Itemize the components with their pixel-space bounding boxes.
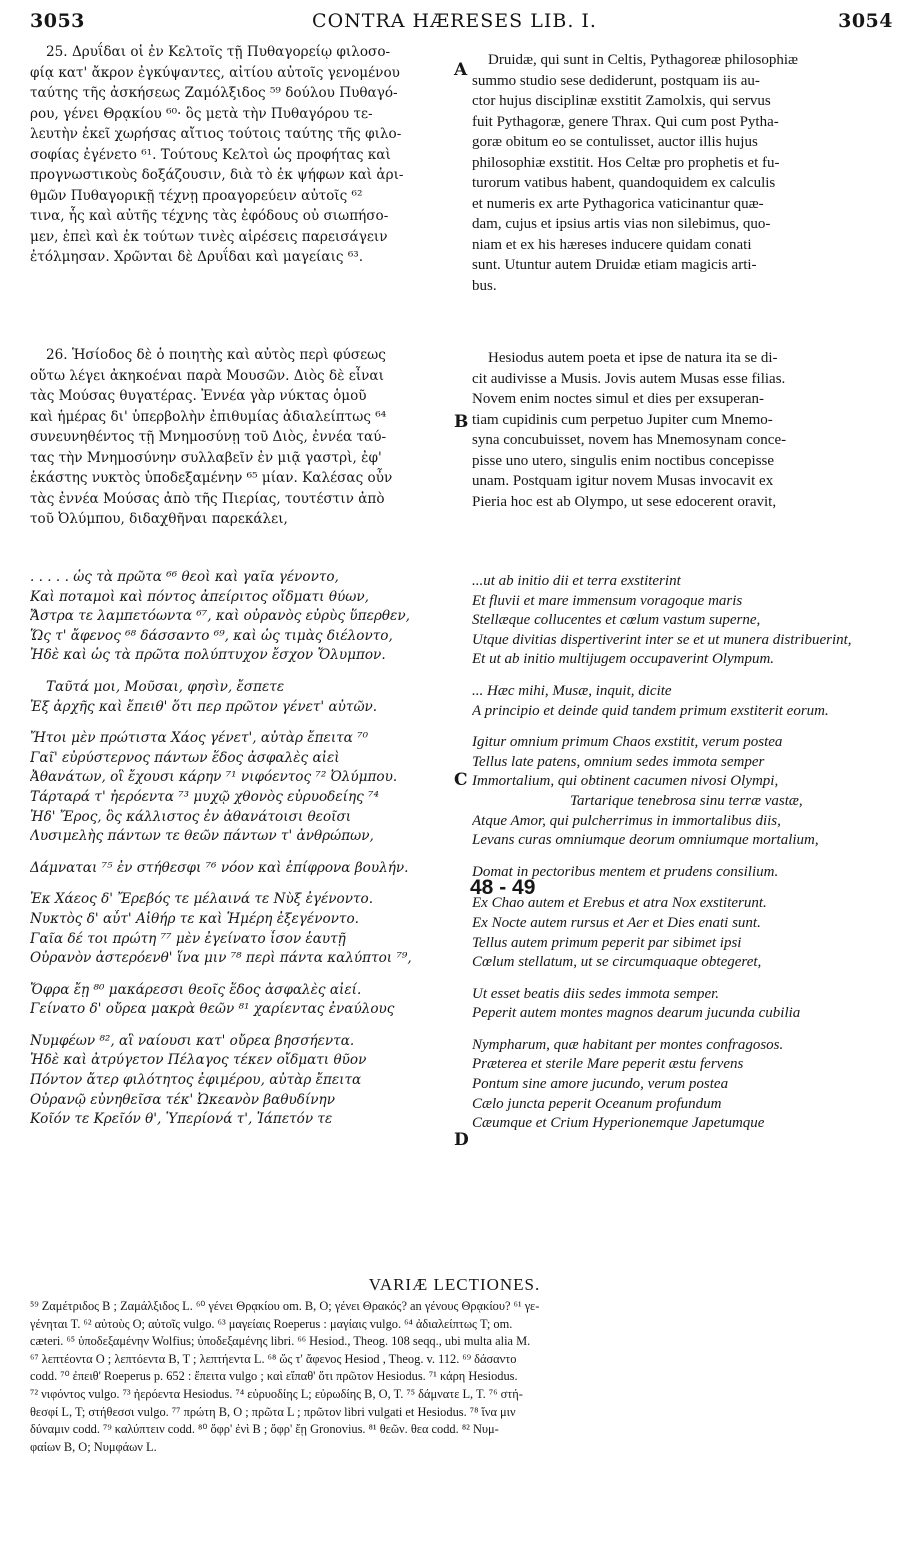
text-line: τινα, ἧς καὶ αὐτῆς τέχνης τὰς ἐφόδους οὐ σιωπήσο- bbox=[30, 208, 389, 224]
verse-line: ... Hæc mihi, Musæ, inquit, dicite bbox=[472, 682, 672, 699]
margin-letter-b: B bbox=[454, 412, 469, 432]
page-number-right: 3054 bbox=[838, 10, 893, 32]
verse-line: Cœlum stellatum, ut se circumquaque obtegeret, bbox=[472, 954, 762, 971]
text-line: unam. Postquam igitur novem Musas invocavit ex bbox=[472, 473, 774, 489]
variae-lectiones bbox=[30, 1298, 880, 1456]
verse-line: Tartarique tenebrosa sinu terræ vastæ, bbox=[570, 792, 803, 809]
verse-line: Κοῖόν τε Κρεῖόν θ', Ὑπερίονά τ', Ἰάπετόν τε bbox=[30, 1111, 333, 1128]
verse-line: Atque Amor, qui pulcherrimus in immortalibus diis, bbox=[472, 812, 781, 829]
text-line: ρου, γένει Θρᾳκίου ⁶⁰· ὃς μετὰ τὴν Πυθαγόρου τε- bbox=[30, 105, 373, 122]
text-line: fuit Pythagoræ, genere Thrax. Qui cum post Pytha- bbox=[472, 113, 779, 130]
verse-line: Stellæque collucentes et cœlum vastum superne, bbox=[472, 612, 761, 629]
footnote-line: θεσφί L, T; στήθεσσι vulgo. ⁷⁷ πρώτη B, O ; πρῶτα L ; πρῶτον libri vulgati et Hesiodus. ⁷⁸ ἵνα μιν bbox=[30, 1404, 516, 1419]
verse-line: Νυκτὸς δ' αὖτ' Αἰθήρ τε καὶ Ἡμέρη ἐξεγένοντο. bbox=[30, 910, 359, 927]
verse-line: Ἄστρα τε λαμπετόωντα ⁶⁷, καὶ οὐρανὸς εὐρὺς ὕπερθεν, bbox=[30, 608, 410, 625]
text-line: 26. Ἡσίοδος δὲ ὁ ποιητὴς καὶ αὐτὸς περὶ φύσεως bbox=[46, 347, 386, 363]
text-line: goræ obitum eo se contulisset, auctor illis hujus bbox=[472, 134, 758, 150]
verse-line: Ἠδ' Ἔρος, ὃς κάλλιστος ἐν ἀθανάτοισι θεοῖσι bbox=[30, 808, 352, 825]
text-line: ctor hujus disciplinæ exstitit Zamolxis, qui servus bbox=[472, 93, 771, 109]
text-line: καὶ ἡμέρας δι' ὑπερβολὴν ἐπιθυμίας ἀδιαλείπτως ⁶⁴ bbox=[30, 408, 387, 425]
verse-line: Cæumque et Crium Hyperionemque Japetumque bbox=[472, 1115, 765, 1132]
verse-line: Igitur omnium primum Chaos exstitit, verum postea bbox=[472, 734, 783, 751]
text-line: summo studio sese dediderunt, postquam iis au- bbox=[472, 72, 760, 89]
verse-line: Καὶ ποταμοὶ καὶ πόντος ἀπείριτος οἴδματι θύων, bbox=[30, 588, 369, 605]
greek-paragraph-26 bbox=[30, 345, 450, 530]
text-line: ταύτης τῆς ἀσκήσεως Ζαμόλξιδος ⁵⁹ δούλου Πυθαγό- bbox=[30, 85, 398, 101]
verse-line: Ἠδὲ καὶ ὡς τὰ πρῶτα πολύπτυχον ἔσχον Ὄλυμπον. bbox=[30, 647, 386, 664]
verse-line: Ἀθανάτων, οἳ ἔχουσι κάρην ⁷¹ νιφόεντος ⁷² Ὀλύμπου. bbox=[30, 769, 398, 786]
text-line: Druidæ, qui sunt in Celtis, Pythagoreæ philosophiæ bbox=[488, 52, 799, 68]
text-line: niam et ex his hæreses inducere quidam conati bbox=[472, 236, 752, 253]
verse-line: Γαῖ' εὐρύστερνος πάντων ἕδος ἀσφαλὲς αἰεὶ bbox=[30, 749, 340, 766]
footnote-line: φαίων B, O; Νυμφάων L. bbox=[30, 1439, 157, 1454]
verse-line: Ἤτοι μὲν πρώτιστα Χάος γένετ', αὐτὰρ ἔπειτα ⁷⁰ bbox=[30, 730, 369, 747]
verse-line: Præterea et sterile Mare peperit æstu fervens bbox=[472, 1056, 744, 1073]
verse-line: Tellus autem primum peperit par sibimet ipsi bbox=[472, 934, 742, 951]
text-line: τὰς Μούσας θυγατέρας. Ἐννέα γὰρ νύκτας ὁμοῦ bbox=[30, 388, 367, 404]
text-line: φίᾳ κατ' ἄκρον ἐγκύψαντες, αἰτίου αὐτοῖς γενομένου bbox=[30, 64, 400, 81]
verse-line: Οὐρανῷ εὐνηθεῖσα τέκ' Ὠκεανὸν βαθυδίνην bbox=[30, 1091, 335, 1108]
verse-line: Utque divitias dispertiverint inter se et ut munera distribuerint, bbox=[472, 631, 852, 648]
verse-line: Ἐκ Χάεος δ' Ἔρεβός τε μέλαινά τε Νὺξ ἐγένοντο. bbox=[30, 891, 374, 908]
page-number-left: 3053 bbox=[30, 10, 85, 32]
verse-line: Λυσιμελὴς πάντων τε θεῶν πάντων τ' ἀνθρώπων, bbox=[30, 828, 374, 845]
text-line: λευτὴν ἐκεῖ χωρήσας αἴτιος τούτοις ταύτης τῆς φιλο- bbox=[30, 126, 402, 142]
footnote-line: δύναμιν codd. ⁷⁹ καλύπτειν codd. ⁸⁰ ὄφρ' ἐνὶ B ; ὄφρ' ἔῃ Gronovius. ⁸¹ θεῶν. θεα codd. ⁸² Νυμ- bbox=[30, 1422, 499, 1437]
text-line: Hesiodus autem poeta et ipse de natura ita se di- bbox=[488, 350, 778, 366]
footnote-line: codd. ⁷⁰ ἐπειθ' Roeperus p. 652 : ἔπειτα vulgo ; καὶ εἴπαθ' ὅτι πρῶτον Hesiodus. ⁷¹ κάρη Hesiodus. bbox=[30, 1369, 518, 1384]
latin-paragraph-25 bbox=[472, 50, 892, 296]
verse-line: Ἐξ ἀρχῆς καὶ ἔπειθ' ὅτι περ πρῶτον γένετ' αὐτῶν. bbox=[30, 698, 378, 715]
text-line: 25. Δρυΐδαι οἱ ἐν Κελτοῖς τῇ Πυθαγορείῳ φιλοσο- bbox=[46, 44, 391, 60]
verse-line: Τάρταρά τ' ἠερόεντα ⁷³ μυχῷ χθονὸς εὐρυοδείης ⁷⁴ bbox=[30, 788, 379, 805]
verse-line: Γείνατο δ' οὔρεα μακρὰ θεῶν ⁸¹ χαρίεντας ἐναύλους bbox=[30, 1001, 395, 1018]
text-line: philosophiæ exstitit. Hos Celtæ pro prophetis et fu- bbox=[472, 154, 780, 171]
verse-line: Ὥς τ' ἄφενος ⁶⁸ δάσσαντο ⁶⁹, καὶ ὡς τιμὰς διέλοντο, bbox=[30, 627, 393, 644]
verse-line: Domat in pectoribus mentem et prudens consilium. bbox=[472, 863, 779, 880]
variae-lectiones-title: VARIÆ LECTIONES. bbox=[368, 1275, 541, 1294]
text-line: οὕτω λέγει ἀκηκοέναι παρὰ Μουσῶν. Διὸς δὲ εἶναι bbox=[30, 367, 384, 384]
text-line: cit audivisse a Musis. Jovis autem Musas esse filias. bbox=[472, 370, 786, 387]
text-line: μεν, ἐπεὶ καὶ ἐκ τούτων τινὲς αἱρέσεις παρεισάγειν bbox=[30, 228, 388, 245]
verse-line: Nympharum, quæ habitant per montes confragosos. bbox=[472, 1036, 784, 1053]
verse-line: Cælo juncta peperit Oceanum profundum bbox=[472, 1095, 722, 1112]
greek-verse-block bbox=[30, 568, 450, 1130]
verse-line: Δάμναται ⁷⁵ ἐν στήθεσφι ⁷⁶ νόον καὶ ἐπίφρονα βουλήν. bbox=[30, 859, 409, 876]
text-line: ἑκάστης νυκτὸς ὑποδεξαμένην ⁶⁵ μίαν. Καλέσας οὖν bbox=[30, 470, 393, 486]
text-line: dam, cujus et ipsius artis vias non silebimus, quo- bbox=[472, 216, 771, 232]
greek-paragraph-25 bbox=[30, 42, 450, 268]
verse-line: Πόντον ἄτερ φιλότητος ἐφιμέρου, αὐτὰρ ἔπειτα bbox=[30, 1072, 362, 1089]
text-line: turorum vatibus habent, quandoquidem ex calculis bbox=[472, 175, 776, 191]
running-title: CONTRA HÆRESES LIB. I. bbox=[312, 10, 597, 32]
footnote-line: ⁵⁹ Ζαμέτριδος B ; Ζαμάλξιδος L. ⁶⁰ γένει Θρᾳκίου om. B, O; γένει Θρακός? an γένους Θρᾳκίου? ⁶¹ γε- bbox=[30, 1299, 540, 1313]
text-line: συνευνηθέντος τῇ Μνημοσύνῃ τοῦ Διὸς, ἐννέα ταύ- bbox=[30, 429, 387, 445]
text-line: bus. bbox=[472, 277, 497, 294]
verse-line: . . . . . ὡς τὰ πρῶτα ⁶⁶ θεοὶ καὶ γαῖα γένοντο, bbox=[30, 569, 339, 585]
verse-line: Νυμφέων ⁸², αἳ ναίουσι κατ' οὔρεα βησσήεντα. bbox=[30, 1032, 355, 1049]
text-line: προγνωστικοὺς δοξάζουσιν, διὰ τὸ ἐκ ψήφων καὶ ἀρι- bbox=[30, 167, 404, 183]
verse-line: Pontum sine amore jucundo, verum postea bbox=[472, 1076, 729, 1093]
verse-line: Levans curas omniumque deorum omniumque mortalium, bbox=[472, 832, 819, 849]
text-line: ἐτόλμησαν. Χρῶνται δὲ Δρυΐδαι καὶ μαγείαις ⁶³. bbox=[30, 249, 364, 265]
text-line: τας τὴν Μνημοσύνην συλλαβεῖν ἐν μιᾷ γαστρὶ, ἐφ' bbox=[30, 449, 382, 466]
footnote-line: ⁶⁷ λεπτέοντα O ; λεπτόεντα B, T ; λεπτήεντα L. ⁶⁸ ὥς τ' ἄφενος Hesiod , Theog. v. 112. ⁶⁹ δάσαντο bbox=[30, 1351, 517, 1366]
text-line: θμῶν Πυθαγορικῇ τέχνῃ προαγορεύειν αὐτοῖς ⁶² bbox=[30, 187, 363, 204]
verse-line: Et ut ab initio multijugem occupaverint Olympum. bbox=[472, 651, 775, 668]
verse-line: Ex Nocte autem rursus et Aer et Dies enati sunt. bbox=[472, 914, 761, 931]
latin-paragraph-26 bbox=[472, 348, 892, 512]
margin-letter-d: D bbox=[454, 1130, 469, 1150]
verse-line: A principio et deinde quid tandem primum exstiterit eorum. bbox=[472, 702, 829, 719]
latin-verse-block bbox=[472, 572, 892, 1134]
verse-line: Οὐρανὸν ἀστερόενθ' ἵνα μιν ⁷⁸ περὶ πάντα καλύπτοι ⁷⁹, bbox=[30, 950, 412, 967]
verse-line: Immortalium, qui obtinent cacumen nivosi Olympi, bbox=[472, 773, 779, 790]
text-line: Novem enim noctes simul et dies per exsuperan- bbox=[472, 391, 765, 407]
verse-line: Et fluvii et mare immensum voragoque maris bbox=[472, 592, 743, 609]
verse-line: Tellus late patens, omnium sedes immota semper bbox=[472, 753, 765, 770]
text-line: syna concubuisset, novem has Mnemosynam conce- bbox=[472, 432, 787, 448]
text-line: tiam cupidinis cum perpetuo Jupiter cum Mnemo- bbox=[472, 411, 773, 428]
text-line: sunt. Utuntur autem Druidæ etiam magicis arti- bbox=[472, 257, 757, 273]
footnote-line: cæteri. ⁶⁵ ὑποδεξαμένην Wolfius; ὑποδεξαμένης libri. ⁶⁶ Hesiod., Theog. 108 seqq., ubi multa alia M. bbox=[30, 1334, 531, 1349]
text-line: τοῦ Ὀλύμπου, διδαχθῆναι παρεκάλει, bbox=[30, 511, 288, 527]
verse-line: Ἠδὲ καὶ ἀτρύγετον Πέλαγος τέκεν οἴδματι θῦον bbox=[30, 1052, 367, 1069]
text-line: pisse uno utero, singulis enim noctibus concepisse bbox=[472, 452, 775, 469]
verse-line: Ut esset beatis diis sedes immota semper. bbox=[472, 985, 720, 1002]
verse-line: Peperit autem montes magnos dearum jucunda cubilia bbox=[472, 1005, 801, 1022]
verse-line: Ex Chao autem et Erebus et atra Nox exstiterunt. bbox=[472, 895, 767, 912]
column-number: 48 - 49 bbox=[470, 876, 536, 899]
text-line: τὰς ἐννέα Μούσας ἀπὸ τῆς Πιερίας, τουτέστιν ἀπὸ bbox=[30, 490, 385, 507]
footnote-line: ⁷² νιφόντος vulgo. ⁷³ ἠερόεντα Hesiodus. ⁷⁴ εὐρυοδίης L; εὐρωδίης B, O, T. ⁷⁵ δάμνατε L, T. ⁷⁶ στή- bbox=[30, 1386, 523, 1401]
text-line: σοφίας ἐγένετο ⁶¹. Τούτους Κελτοὶ ὡς προφήτας καὶ bbox=[30, 146, 391, 163]
verse-line: Γαῖα δέ τοι πρώτη ⁷⁷ μὲν ἐγείνατο ἶσον ἑαυτῇ bbox=[30, 930, 346, 947]
margin-letter-c: C bbox=[454, 770, 468, 790]
verse-line: Ὄφρα ἔῃ ⁸⁰ μακάρεσσι θεοῖς ἕδος ἀσφαλὲς αἰεί. bbox=[30, 981, 362, 998]
text-line: et numeris ex arte Pythagorica vaticinantur quæ- bbox=[472, 195, 764, 212]
margin-letter-a: A bbox=[454, 60, 468, 80]
verse-line: Ταῦτά μοι, Μοῦσαι, φησὶν, ἔσπετε bbox=[46, 678, 285, 695]
footnote-line: γένηται T. ⁶² αὐτοὺς O; αὐτοῖς vulgo. ⁶³ μαγείαις Roeperus : μαγίαις vulgo. ⁶⁴ ἀδιαλείπτως T; om. bbox=[30, 1316, 513, 1331]
verse-line: ...ut ab initio dii et terra exstiterint bbox=[472, 573, 681, 589]
text-line: Pieria hoc est ab Olympo, ut sese edocerent oravit, bbox=[472, 493, 777, 510]
